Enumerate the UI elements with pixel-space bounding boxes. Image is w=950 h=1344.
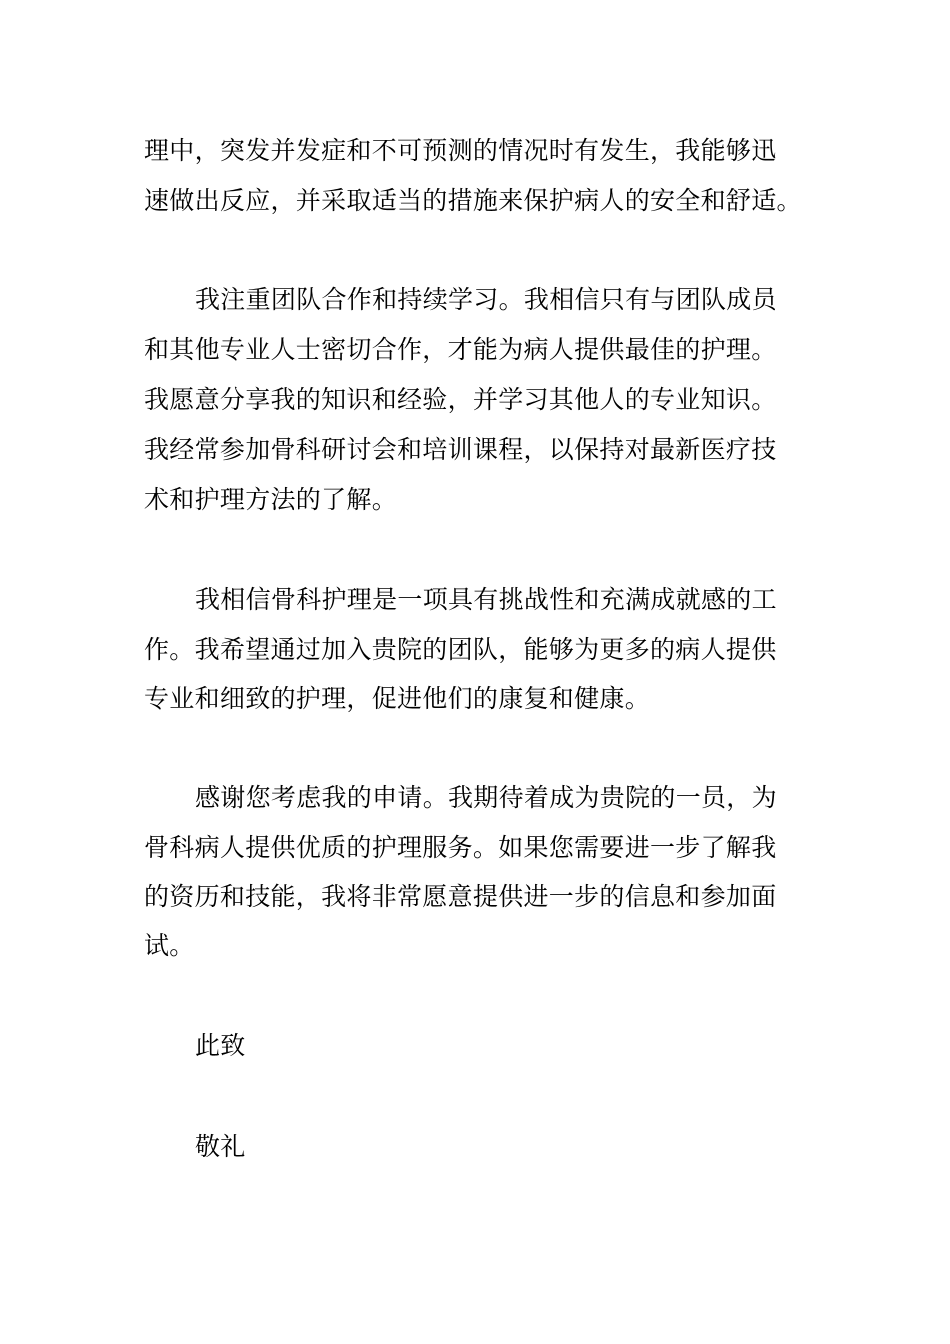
salutation-text: 敬礼 bbox=[195, 1132, 246, 1161]
paragraph-line: 的资历和技能，我将非常愿意提供进一步的信息和参加面 bbox=[144, 882, 777, 911]
paragraph-line: 理中，突发并发症和不可预测的情况时有发生，我能够迅 bbox=[144, 136, 777, 165]
paragraph-line: 感谢您考虑我的申请。我期待着成为贵院的一员，为 bbox=[195, 783, 777, 812]
closing-text: 此致 bbox=[195, 1031, 246, 1060]
paragraph-line: 我经常参加骨科研讨会和培训课程，以保持对最新医疗技 bbox=[144, 435, 777, 464]
paragraph-line: 试。 bbox=[144, 931, 195, 960]
paragraph-line: 我相信骨科护理是一项具有挑战性和充满成就感的工 bbox=[195, 585, 777, 614]
paragraph-line: 专业和细致的护理，促进他们的康复和健康。 bbox=[144, 684, 651, 713]
paragraph-line: 骨科病人提供优质的护理服务。如果您需要进一步了解我 bbox=[144, 833, 777, 862]
paragraph-line: 和其他专业人士密切合作，才能为病人提供最佳的护理。 bbox=[144, 335, 777, 364]
paragraph-line: 作。我希望通过加入贵院的团队，能够为更多的病人提供 bbox=[144, 635, 777, 664]
paragraph-line: 我愿意分享我的知识和经验，并学习其他人的专业知识。 bbox=[144, 385, 777, 414]
paragraph-line: 我注重团队合作和持续学习。我相信只有与团队成员 bbox=[195, 285, 777, 314]
paragraph-line: 速做出反应，并采取适当的措施来保护病人的安全和舒适。 bbox=[144, 186, 802, 215]
paragraph-line: 术和护理方法的了解。 bbox=[144, 485, 398, 514]
